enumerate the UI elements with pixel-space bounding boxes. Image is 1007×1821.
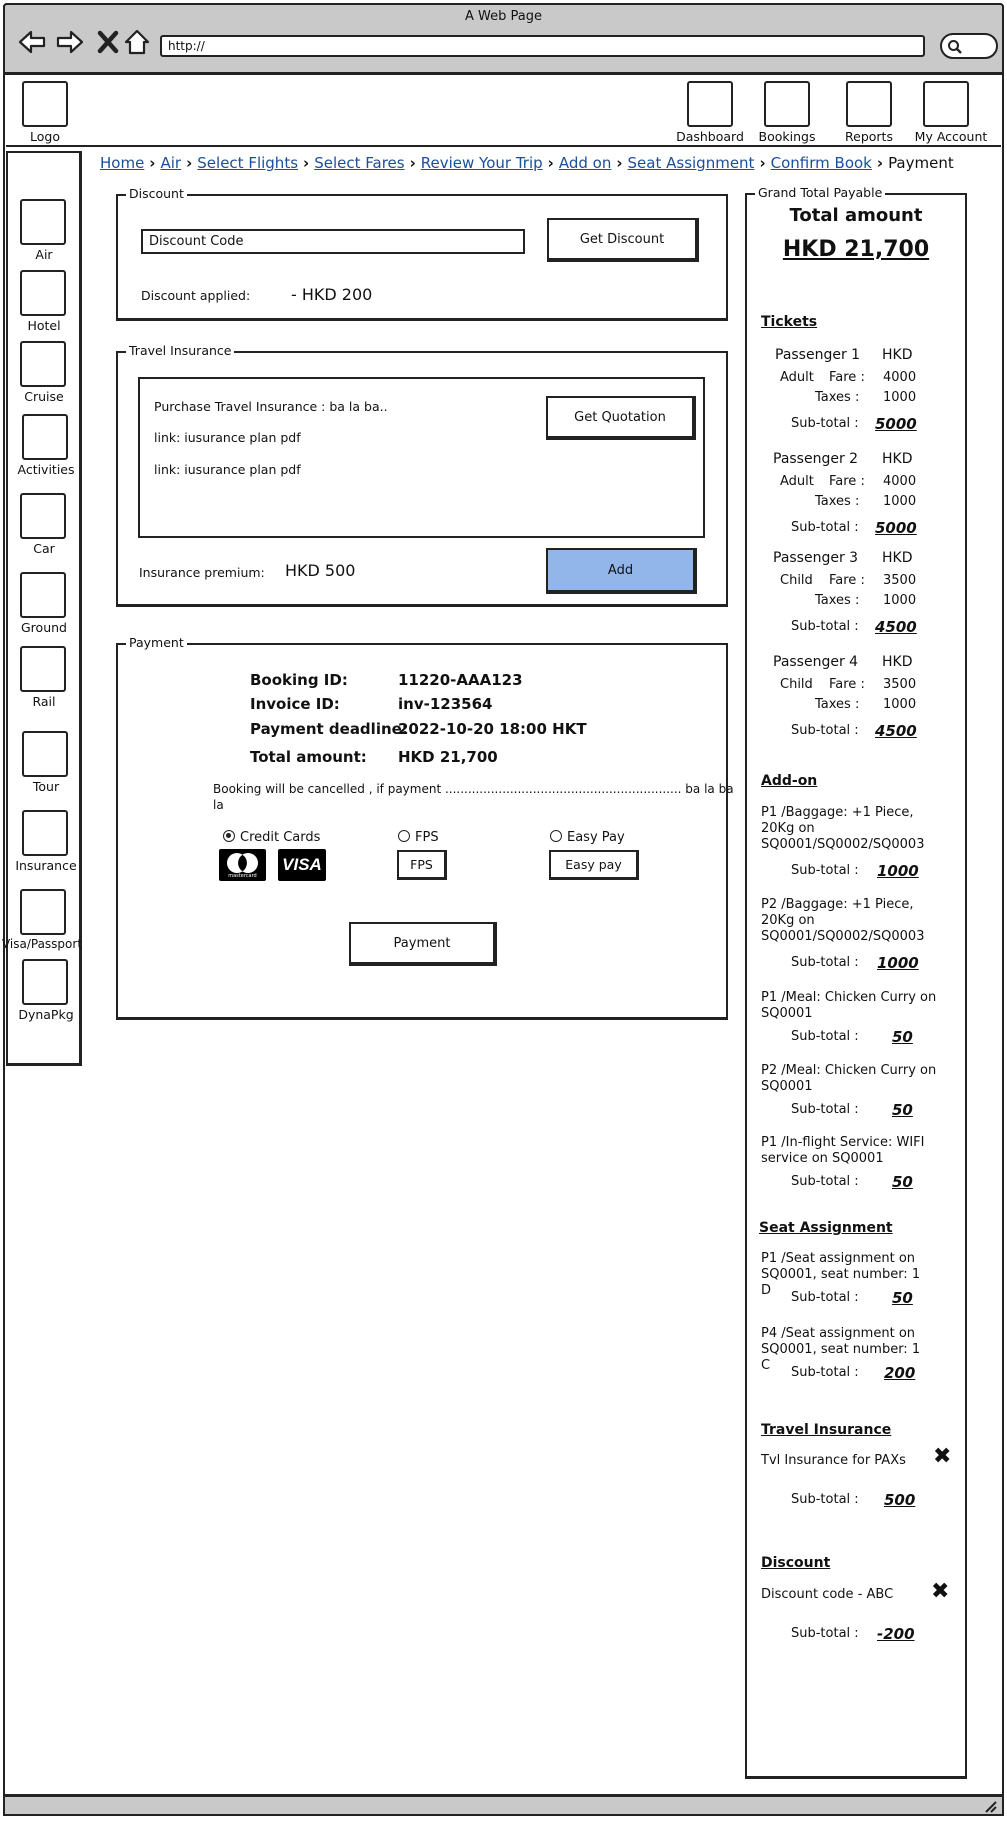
- add-insurance-button[interactable]: Add: [546, 548, 697, 594]
- passenger-type: Adult: [780, 474, 814, 489]
- breadcrumb-home[interactable]: Home: [100, 154, 145, 172]
- discount-applied-value: - HKD 200: [291, 285, 373, 304]
- subtotal-label: Sub-total :: [791, 1290, 859, 1305]
- air-icon[interactable]: [20, 199, 66, 245]
- subtotal-label: Sub-total :: [791, 1174, 859, 1189]
- summary-total-title: Total amount: [789, 205, 923, 226]
- passenger-subtotal: 4500: [875, 618, 917, 636]
- nav-bookings[interactable]: Bookings: [758, 129, 816, 144]
- addon-subtotal: 1000: [877, 954, 919, 972]
- resize-grip-icon[interactable]: [982, 1799, 998, 1813]
- sidebar-item-dynapkg[interactable]: DynaPkg: [18, 1007, 74, 1022]
- sidebar-item-hotel[interactable]: Hotel: [27, 318, 61, 333]
- discount-subtotal: -200: [877, 1625, 915, 1643]
- ground-icon[interactable]: [20, 572, 66, 618]
- passenger-currency: HKD: [882, 451, 913, 467]
- browser-chrome: [3, 3, 1004, 75]
- passenger-subtotal: 5000: [875, 415, 917, 433]
- credit-cards-radio[interactable]: [223, 830, 320, 845]
- seat-item: P4 /Seat assignment on SQ0001, seat number: 1 C: [761, 1326, 921, 1373]
- travel-insurance-heading: Travel Insurance: [761, 1422, 892, 1438]
- passenger-fare: 3500: [883, 573, 917, 588]
- visa-logo: VISA: [278, 849, 326, 881]
- seat-subtotal: 200: [884, 1364, 916, 1382]
- status-bar: [3, 1794, 1004, 1816]
- seat-item: P1 /Seat assignment on SQ0001, seat number: 1 D: [761, 1251, 921, 1298]
- discount-item: Discount code - ABC: [761, 1587, 894, 1602]
- addon-item: P1 /Meal: Chicken Curry on SQ0001: [761, 990, 937, 1021]
- payment-button[interactable]: Payment: [349, 922, 497, 966]
- travel-insurance-section: [116, 343, 728, 607]
- insurance-info-panel: [138, 377, 705, 538]
- easy-pay-label: Easy Pay: [567, 830, 625, 845]
- insurance-item: Tvl Insurance for PAXs: [761, 1453, 906, 1468]
- addon-item: P2 /Baggage: +1 Piece, 20Kg on SQ0001/SQ0002/SQ0003: [761, 897, 925, 944]
- addon-subtotal: 50: [892, 1028, 913, 1046]
- radio-unselected-icon: [550, 830, 562, 842]
- my-account-icon[interactable]: [923, 81, 969, 127]
- discount-code-input[interactable]: Discount Code: [141, 229, 525, 254]
- get-discount-button[interactable]: Get Discount: [547, 218, 699, 262]
- sidebar-item-cruise[interactable]: Cruise: [24, 389, 64, 404]
- grand-total-panel: [745, 185, 967, 1779]
- sidebar: [1, 151, 83, 1066]
- subtotal-label: Sub-total :: [791, 1626, 859, 1641]
- fare-label: Fare :: [829, 370, 865, 385]
- taxes-label: Taxes :: [815, 390, 860, 405]
- url-input[interactable]: http://: [160, 35, 925, 57]
- addon-subtotal: 50: [892, 1101, 913, 1119]
- logo-image[interactable]: [22, 81, 68, 127]
- rail-icon[interactable]: [20, 646, 66, 692]
- subtotal-label: Sub-total :: [791, 1029, 859, 1044]
- payment-section: [116, 635, 734, 1020]
- passenger-name: Passenger 2: [773, 451, 859, 467]
- payment-legend: Payment: [126, 635, 187, 650]
- addon-heading: Add-on: [761, 773, 818, 789]
- discount-section: [116, 186, 728, 321]
- easy-pay-button[interactable]: Easy pay: [549, 850, 639, 880]
- sidebar-item-car[interactable]: Car: [33, 541, 55, 556]
- passenger-taxes: 1000: [883, 390, 917, 405]
- discount-heading: Discount: [761, 1555, 831, 1571]
- credit-cards-label: Credit Cards: [240, 830, 321, 845]
- radio-unselected-icon: [398, 830, 410, 842]
- mastercard-logo: [219, 849, 266, 881]
- subtotal-label: Sub-total :: [791, 955, 859, 970]
- insurance-plan-link-1[interactable]: link: iusurance plan pdf: [154, 430, 301, 445]
- subtotal-label: Sub-total :: [791, 1492, 859, 1507]
- nav-my-account[interactable]: My Account: [914, 129, 988, 144]
- mastercard-text: mastercard: [228, 873, 257, 879]
- insurance-icon[interactable]: [22, 810, 68, 856]
- subtotal-label: Sub-total :: [791, 1102, 859, 1117]
- insurance-subtotal: 500: [884, 1491, 916, 1509]
- addon-subtotal: 50: [892, 1173, 913, 1191]
- insurance-legend: Travel Insurance: [126, 343, 234, 358]
- seat-assignment-heading: Seat Assignment: [759, 1220, 893, 1236]
- discount-applied-label: Discount applied:: [141, 288, 251, 303]
- bookings-icon[interactable]: [764, 81, 810, 127]
- invoice-id-label: Invoice ID:: [250, 695, 340, 713]
- cancellation-notice-cont: la: [213, 798, 224, 812]
- radio-selected-icon: [223, 830, 235, 842]
- passenger-subtotal: 4500: [875, 722, 917, 740]
- payment-deadline-value: 2022-10-20 18:00 HKT: [398, 720, 587, 738]
- insurance-description: Purchase Travel Insurance : ba la ba..: [154, 399, 388, 414]
- remove-discount-icon[interactable]: ✖: [931, 1579, 950, 1604]
- sidebar-item-insurance[interactable]: Insurance: [15, 858, 77, 873]
- passenger-fare: 4000: [883, 474, 917, 489]
- home-icon[interactable]: [122, 27, 152, 57]
- subtotal-label: Sub-total :: [791, 520, 859, 535]
- fare-label: Fare :: [829, 474, 865, 489]
- window-title: A Web Page: [465, 9, 542, 24]
- subtotal-label: Sub-total :: [791, 1365, 859, 1380]
- breadcrumb-confirm-book[interactable]: Confirm Book: [770, 154, 872, 172]
- subtotal-label: Sub-total :: [791, 723, 859, 738]
- taxes-label: Taxes :: [815, 494, 860, 509]
- subtotal-label: Sub-total :: [791, 416, 859, 431]
- breadcrumb-air[interactable]: Air: [160, 154, 182, 172]
- passenger-fare: 4000: [883, 370, 917, 385]
- addon-item: P1 /Baggage: +1 Piece, 20Kg on SQ0001/SQ0002/SQ0003: [761, 805, 925, 852]
- taxes-label: Taxes :: [815, 697, 860, 712]
- fps-button[interactable]: FPS: [397, 850, 447, 880]
- get-quotation-button[interactable]: Get Quotation: [546, 396, 696, 440]
- grand-total-legend: Grand Total Payable: [755, 185, 885, 200]
- booking-id-value: 11220-AAA123: [398, 671, 523, 689]
- passenger-type: Child: [780, 677, 813, 692]
- fare-label: Fare :: [829, 677, 865, 692]
- fps-radio[interactable]: [398, 830, 439, 845]
- activities-icon[interactable]: [22, 414, 68, 460]
- passenger-name: Passenger 1: [775, 347, 861, 363]
- taxes-label: Taxes :: [815, 593, 860, 608]
- fps-label: FPS: [415, 830, 439, 845]
- nav-reports[interactable]: Reports: [845, 129, 893, 144]
- sidebar-item-activities[interactable]: Activities: [17, 462, 75, 477]
- subtotal-label: Sub-total :: [791, 863, 859, 878]
- summary-total-value: HKD 21,700: [782, 237, 930, 262]
- cruise-icon[interactable]: [20, 341, 66, 387]
- dashboard-icon[interactable]: [687, 81, 733, 127]
- logo-label: Logo: [30, 129, 60, 144]
- breadcrumb-seat-assignment[interactable]: Seat Assignment: [627, 154, 755, 172]
- reports-icon[interactable]: [846, 81, 892, 127]
- passenger-fare: 3500: [883, 677, 917, 692]
- hotel-icon[interactable]: [20, 270, 66, 316]
- breadcrumb-current: Payment: [888, 154, 954, 172]
- breadcrumb: Home › Air › Select Flights › Select Fares › Review Your Trip › Add on › Seat Assignment › Confirm Book › Payment: [100, 154, 954, 172]
- breadcrumb-review-trip[interactable]: Review Your Trip: [420, 154, 543, 172]
- passenger-currency: HKD: [882, 550, 913, 566]
- nav-dashboard[interactable]: Dashboard: [676, 129, 744, 144]
- passenger-subtotal: 5000: [875, 519, 917, 537]
- sidebar-item-tour[interactable]: Tour: [32, 779, 60, 794]
- passenger-currency: HKD: [882, 347, 913, 363]
- passenger-name: Passenger 3: [773, 550, 859, 566]
- sidebar-item-rail[interactable]: Rail: [32, 694, 56, 709]
- top-navigation: [6, 75, 1001, 147]
- back-arrow-icon[interactable]: [17, 27, 47, 57]
- sidebar-item-air[interactable]: Air: [35, 247, 53, 262]
- close-icon[interactable]: [93, 27, 123, 57]
- search-icon: [946, 38, 964, 56]
- easy-pay-radio[interactable]: [550, 830, 625, 845]
- insurance-plan-link-2[interactable]: link: iusurance plan pdf: [154, 462, 301, 477]
- passenger-name: Passenger 4: [773, 654, 859, 670]
- insurance-premium-label: Insurance premium:: [139, 565, 265, 580]
- dynapkg-icon[interactable]: [22, 959, 68, 1005]
- booking-id-label: Booking ID:: [250, 671, 348, 689]
- payment-deadline-label: Payment deadline:: [250, 720, 408, 738]
- breadcrumb-add-on[interactable]: Add on: [558, 154, 612, 172]
- addon-item: P1 /In-flight Service: WIFI service on SQ0001: [761, 1135, 925, 1166]
- tour-icon[interactable]: [22, 731, 68, 777]
- passenger-type: Adult: [780, 370, 814, 385]
- tickets-heading: Tickets: [761, 314, 818, 330]
- invoice-id-value: inv-123564: [398, 695, 493, 713]
- discount-legend: Discount: [126, 186, 187, 201]
- insurance-premium-value: HKD 500: [285, 561, 356, 580]
- addon-subtotal: 1000: [877, 862, 919, 880]
- passenger-currency: HKD: [882, 654, 913, 670]
- car-icon[interactable]: [20, 493, 66, 539]
- breadcrumb-select-fares[interactable]: Select Fares: [314, 154, 405, 172]
- visa-passport-icon[interactable]: [20, 889, 66, 935]
- passenger-taxes: 1000: [883, 494, 917, 509]
- seat-subtotal: 50: [892, 1289, 913, 1307]
- passenger-type: Child: [780, 573, 813, 588]
- total-amount-label: Total amount:: [250, 748, 367, 766]
- passenger-taxes: 1000: [883, 697, 917, 712]
- total-amount-value: HKD 21,700: [398, 748, 498, 766]
- passenger-taxes: 1000: [883, 593, 917, 608]
- sidebar-item-ground[interactable]: Ground: [21, 620, 67, 635]
- cancellation-notice: Booking will be cancelled , if payment .............................................................. ba la ba: [213, 782, 734, 796]
- subtotal-label: Sub-total :: [791, 619, 859, 634]
- addon-item: P2 /Meal: Chicken Curry on SQ0001: [761, 1063, 937, 1094]
- sidebar-item-visa-passport[interactable]: Visa/Passport: [1, 937, 83, 951]
- fare-label: Fare :: [829, 573, 865, 588]
- mastercard-circles-icon: [224, 852, 261, 874]
- search-button[interactable]: [940, 33, 998, 59]
- forward-arrow-icon[interactable]: [55, 27, 85, 57]
- breadcrumb-select-flights[interactable]: Select Flights: [197, 154, 299, 172]
- remove-insurance-icon[interactable]: ✖: [933, 1444, 952, 1469]
